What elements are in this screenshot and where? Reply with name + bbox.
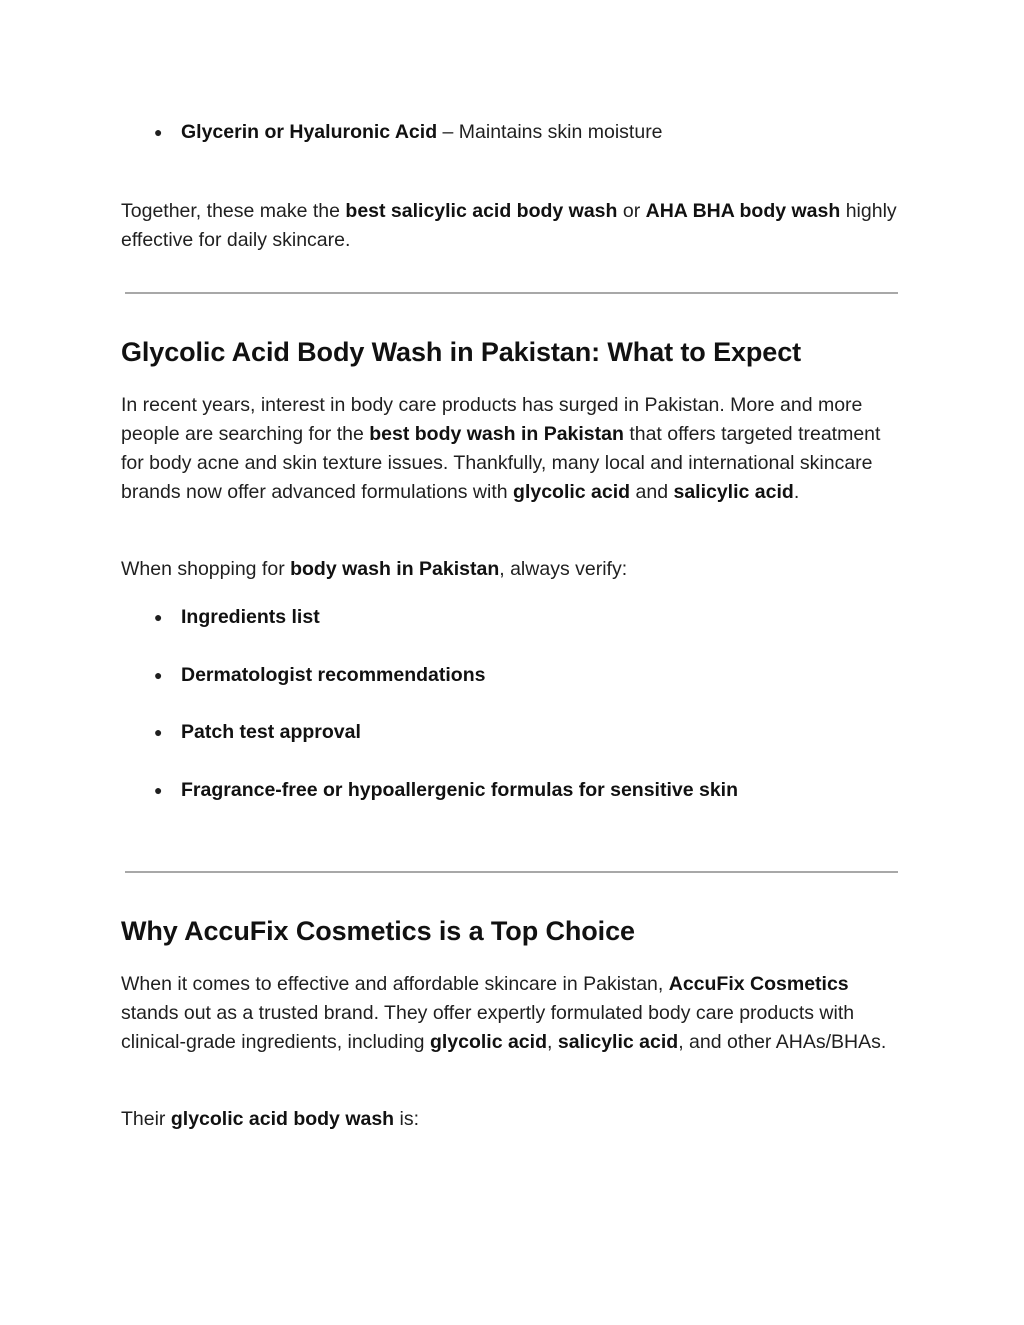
text-run: and	[630, 481, 674, 503]
section2-paragraph1-block	[121, 970, 901, 1057]
bold-run: AccuFix Cosmetics	[668, 973, 849, 995]
section2-paragraph2-block	[121, 1105, 901, 1134]
bold-run: glycolic acid	[513, 481, 631, 503]
section-divider	[125, 871, 898, 873]
together-paragraph	[121, 197, 901, 255]
text-run: that offers targeted treatment for body acne and skin texture issues. Thankfully, many local and international skincare brands now offer advanced formulations with	[121, 423, 881, 503]
bullet-icon: ●	[154, 724, 163, 740]
section1-heading-block	[121, 335, 901, 369]
list-item	[121, 603, 901, 632]
bold-run: glycolic acid body wash	[170, 1108, 395, 1130]
bullet-icon: ●	[154, 124, 163, 140]
intro-bullet-list	[121, 118, 901, 147]
section2-heading-block	[121, 914, 901, 948]
section1-paragraph2	[121, 555, 901, 584]
text-run: is:	[394, 1108, 420, 1130]
bullet-icon: ●	[154, 609, 163, 625]
bullet-bold-text: Glycerin or Hyaluronic Acid	[181, 121, 438, 143]
bold-run: best salicylic acid body wash	[345, 200, 618, 222]
bold-run: AHA BHA body wash	[645, 200, 841, 222]
bold-run: glycolic acid	[429, 1031, 547, 1053]
text-run: , always verify:	[499, 558, 628, 580]
text-run: When shopping for	[121, 558, 291, 580]
section1-paragraph1-block	[121, 391, 901, 507]
bold-run: salicylic acid	[673, 481, 794, 503]
together-paragraph-block	[121, 197, 901, 255]
bullet-bold-text: Dermatologist recommendations	[181, 663, 486, 686]
text-run: Together, these make the	[121, 200, 346, 222]
bullet-bold-text: Ingredients list	[181, 606, 320, 628]
list-item	[121, 118, 901, 147]
bold-run: best body wash in Pakistan	[369, 423, 624, 445]
list-item	[121, 661, 901, 690]
section2-paragraph2	[121, 1105, 901, 1134]
section1-bullet-list	[121, 603, 901, 805]
section1-paragraph1	[121, 391, 901, 507]
text-run: .	[793, 481, 800, 503]
bold-run: body wash in Pakistan	[290, 558, 500, 580]
bold-run: salicylic acid	[557, 1031, 679, 1053]
bullet-bold-text: Fragrance-free or hypoallergenic formulas for sensitive skin	[181, 778, 739, 801]
list-item	[121, 718, 901, 747]
section-divider	[125, 292, 898, 294]
text-run: In recent years, interest in body care products has surged in Pakistan. More and more people are searching for the	[121, 394, 863, 445]
bullet-icon: ●	[154, 781, 163, 798]
text-run: highly effective for daily skincare.	[121, 200, 897, 251]
section1-paragraph2-block	[121, 555, 901, 584]
text-run: , and other AHAs/BHAs.	[678, 1031, 887, 1053]
section-heading: Glycolic Acid Body Wash in Pakistan: What to Expect	[121, 337, 802, 367]
section-heading: Why AccuFix Cosmetics is a Top Choice	[121, 916, 635, 946]
list-item	[121, 776, 901, 805]
text-run: stands out as a trusted brand. They offer expertly formulated body care products with clinical-grade ingredients, including	[121, 1002, 855, 1053]
text-run: Their	[121, 1108, 171, 1130]
text-run: When it comes to effective and affordable skincare in Pakistan,	[121, 973, 669, 995]
bullet-icon: ●	[154, 666, 163, 683]
bullet-bold-text: Patch test approval	[181, 721, 361, 743]
text-run: or	[617, 200, 646, 222]
text-run: ,	[547, 1031, 558, 1053]
section2-paragraph1	[121, 970, 901, 1057]
bullet-text: – Maintains skin moisture	[437, 121, 663, 143]
